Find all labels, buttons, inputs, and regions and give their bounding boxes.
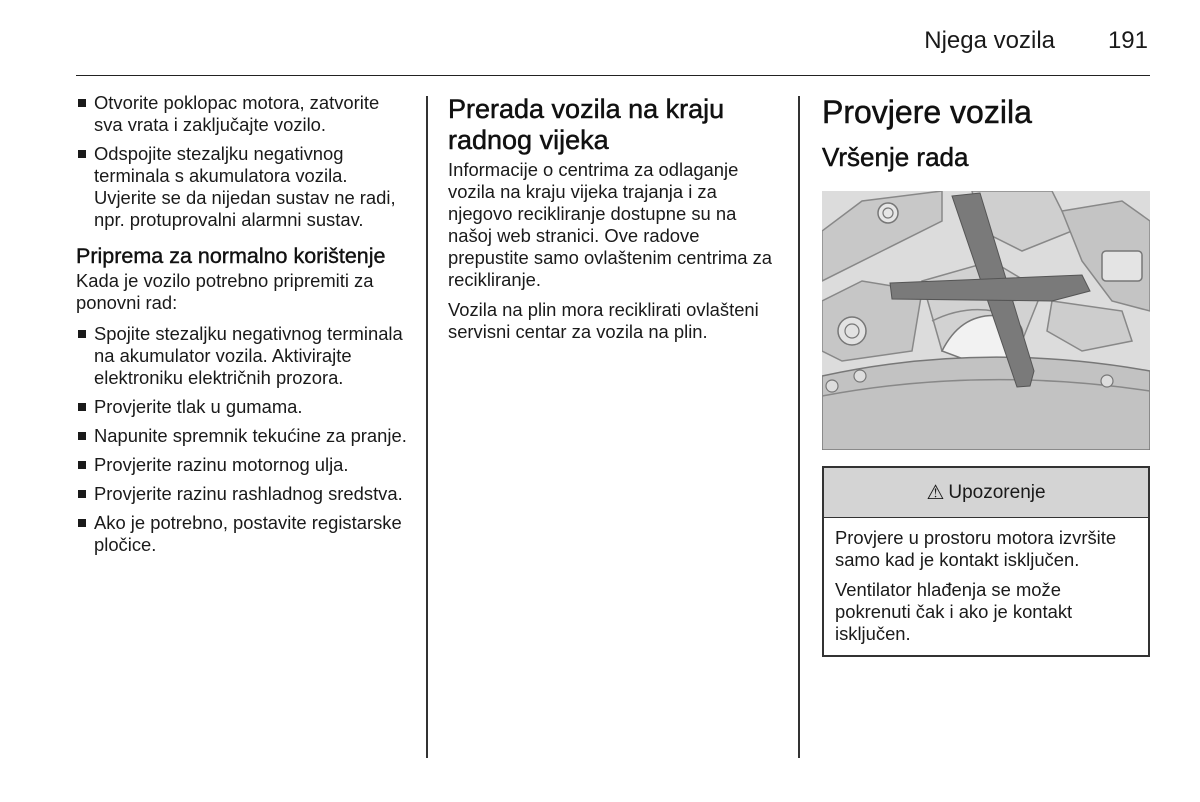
page-number: 191	[1107, 27, 1148, 54]
section-title: Njega vozila	[924, 27, 1055, 54]
warning-triangle-icon: ⚠	[926, 481, 945, 504]
list-item: Provjerite razinu rashladnog sredstva.	[76, 483, 412, 505]
list-item: Ako je potrebno, postavite registarske pločice.	[76, 512, 412, 556]
bullet-icon	[78, 330, 86, 338]
bullet-list-storage	[76, 92, 412, 231]
heading-end-of-life: Prerada vozila na kraju radnog vijeka	[448, 94, 725, 155]
subheading-preparation: Priprema za normalno korištenje	[76, 244, 386, 268]
list-item: Provjerite tlak u gumama.	[76, 396, 412, 418]
list-item: Provjerite razinu motornog ulja.	[76, 454, 412, 476]
column-divider	[798, 96, 800, 758]
warning-paragraph: Provjere u prostoru motora izvršite samo kad je kontakt isključen.	[835, 527, 1117, 570]
paragraph: Vozila na plin mora reciklirati ovlašteni servisni centar za vozila na plin.	[448, 299, 759, 342]
bullet-icon	[78, 99, 86, 107]
subheading-performing-work: Vršenje rada	[822, 142, 969, 172]
warning-header	[824, 468, 1148, 518]
list-item: Odspojite stezaljku negativnog terminala s akumulatora vozila. Uvjerite se da nijedan sustav ne radi, npr. protuprovalni alarmni sustav.	[76, 143, 412, 231]
heading-vehicle-checks: Provjere vozila	[822, 94, 1032, 130]
bullet-icon	[78, 490, 86, 498]
warning-paragraph: Ventilator hlađenja se može pokrenuti čak i ako je kontakt isključen.	[835, 579, 1073, 644]
page-header	[76, 0, 1150, 76]
bullet-icon	[78, 432, 86, 440]
warning-box	[822, 466, 1150, 657]
bullet-icon	[78, 519, 86, 527]
bullet-icon	[78, 150, 86, 158]
intro-text: Kada je vozilo potrebno pripremiti za ponovni rad:	[76, 270, 374, 313]
column-right	[822, 92, 1150, 172]
warning-body	[824, 518, 1148, 645]
paragraph: Informacije o centrima za odlaganje vozila na kraju vijeka trajanja i za njegovo recikliranje dostupne su na našoj web stranici. Ove radove prepustite samo ovlaštenim centrima za recikliranje.	[448, 159, 773, 290]
engine-bay-illustration	[822, 191, 1150, 450]
list-item: Otvorite poklopac motora, zatvorite sva vrata i zaključajte vozilo.	[76, 92, 412, 136]
warning-title: Upozorenje	[948, 481, 1046, 503]
column-divider	[426, 96, 428, 758]
bullet-icon	[78, 461, 86, 469]
column-middle	[448, 92, 783, 351]
bullet-icon	[78, 403, 86, 411]
list-item: Napunite spremnik tekućine za pranje.	[76, 425, 412, 447]
list-item: Spojite stezaljku negativnog terminala na akumulator vozila. Aktivirajte elektroniku električnih prozora.	[76, 323, 412, 389]
column-left	[76, 92, 412, 563]
bullet-list-preparation	[76, 323, 412, 556]
